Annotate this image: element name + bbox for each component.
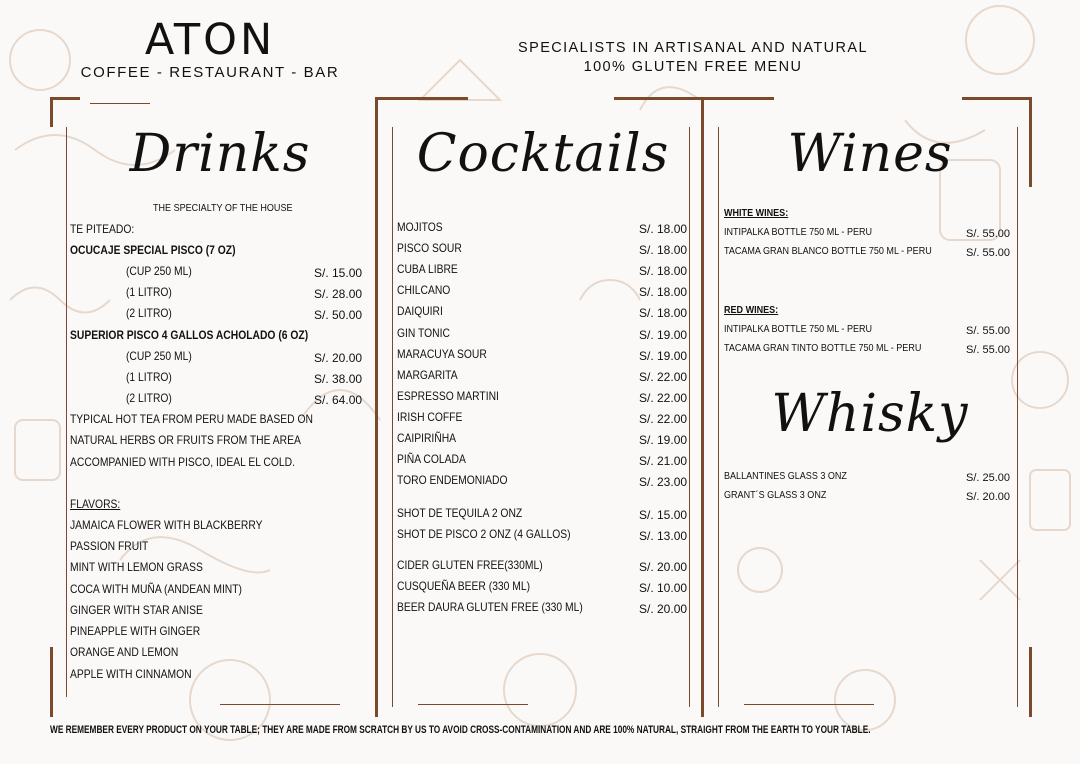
menu-row — [397, 577, 552, 595]
flavor-item: JAMAICA FLOWER WITH BLACKBERRY — [70, 518, 263, 532]
description-line: TYPICAL HOT TEA FROM PERU MADE BASED ON — [70, 412, 313, 426]
price: S/. 22.00 — [639, 369, 688, 384]
description-line: ACCOMPANIED WITH PISCO, IDEAL EL COLD. — [70, 455, 295, 469]
pisco-name: OCUCAJE SPECIAL PISCO (7 OZ) — [70, 243, 236, 257]
brand-tagline: COFFEE - RESTAURANT - BAR — [80, 64, 340, 81]
item-name: MARACUYA SOUR — [397, 346, 487, 361]
menu-row — [397, 525, 599, 543]
menu-row — [397, 387, 515, 405]
menu-row — [397, 450, 477, 468]
item-name: BEER DAURA GLUTEN FREE (330 ML) — [397, 600, 583, 615]
red-wines-label: RED WINES: — [724, 304, 779, 316]
menu-row — [397, 345, 501, 363]
whisky-item: BALLANTINES GLASS 3 ONZ — [724, 470, 847, 482]
flavor-item: PINEAPPLE WITH GINGER — [70, 624, 201, 638]
price: S/. 22.00 — [639, 390, 688, 405]
item-name: SHOT DE PISCO 2 ONZ (4 GALLOS) — [397, 527, 571, 542]
flavor-item: GINGER WITH STAR ANISE — [70, 603, 203, 617]
pisco-name: SUPERIOR PISCO 4 GALLOS ACHOLADO (6 OZ) — [70, 328, 309, 342]
item-name: TORO ENDEMONIADO — [397, 473, 508, 488]
price: S/. 20.00 — [314, 351, 363, 365]
specialty-label: THE SPECIALTY OF THE HOUSE — [153, 202, 293, 214]
flavor-item: PASSION FRUIT — [70, 539, 149, 553]
flavor-item: COCA WITH MUÑA (ANDEAN MINT) — [70, 582, 242, 596]
drinks-title: Drinks — [129, 124, 311, 184]
menu-row — [397, 408, 473, 426]
price: S/. 18.00 — [639, 243, 688, 258]
footer-note: WE REMEMBER EVERY PRODUCT ON YOUR TABLE; THEY ARE MADE FROM SCRATCH BY US TO AVOID CROSS-CONTAMINATION AND ARE 100% NATURAL, STRAIGHT FROM THE EARTH TO YOUR TABLE. — [50, 724, 871, 736]
wine-item: TACAMA GRAN TINTO BOTTLE 750 ML - PERU — [724, 342, 922, 354]
price: S/. 20.00 — [639, 602, 688, 617]
white-wines-label: WHITE WINES: — [724, 207, 789, 219]
flavor-item: APPLE WITH CINNAMON — [70, 667, 192, 681]
size-label: (1 LITRO) — [126, 370, 172, 384]
menu-row — [397, 218, 450, 236]
price: S/. 18.00 — [639, 264, 688, 279]
description-line: NATURAL HERBS OR FRUITS FROM THE AREA — [70, 433, 301, 447]
price: S/. 18.00 — [639, 222, 688, 236]
price: S/. 50.00 — [314, 308, 363, 322]
size-label: (2 LITRO) — [126, 391, 172, 405]
item-name: IRISH COFFE — [397, 409, 463, 424]
menu-row — [397, 471, 525, 489]
price: S/. 55.00 — [966, 344, 1011, 356]
wines-title: Wines — [787, 124, 953, 184]
price: S/. 15.00 — [639, 508, 688, 522]
brand-name: ATON — [144, 15, 276, 65]
wines-section — [724, 104, 1016, 704]
header-line-2: 100% GLUTEN FREE MENU — [583, 59, 803, 75]
price: S/. 25.00 — [966, 472, 1011, 484]
item-name: ESPRESSO MARTINI — [397, 388, 499, 403]
menu-row — [397, 281, 459, 299]
menu-row — [397, 556, 566, 574]
brand-logo — [62, 15, 358, 81]
price: S/. 55.00 — [966, 228, 1011, 240]
item-name: CAIPIRIÑHA — [397, 431, 457, 445]
price: S/. 19.00 — [639, 433, 688, 447]
whisky-title: Whisky — [771, 384, 969, 444]
item-name: CHILCANO — [397, 283, 451, 298]
flavor-item: MINT WITH LEMON GRASS — [70, 560, 203, 574]
item-name: PIÑA COLADA — [397, 452, 466, 467]
menu-row — [397, 324, 459, 342]
header-line-1: SPECIALISTS IN ARTISANAL AND NATURAL — [518, 40, 868, 56]
item-name: MOJITOS — [397, 220, 443, 234]
price: S/. 23.00 — [639, 475, 688, 490]
menu-row — [397, 504, 543, 522]
menu-row — [397, 302, 450, 320]
price: S/. 21.00 — [639, 454, 688, 469]
price: S/. 20.00 — [639, 560, 688, 574]
item-name: CIDER GLUTEN FREE(330ML) — [397, 558, 543, 572]
te-piteado-label: TE PITEADO: — [70, 222, 135, 236]
menu-row — [397, 366, 467, 384]
price: S/. 38.00 — [314, 372, 363, 386]
menu-row — [397, 260, 468, 278]
wine-item: INTIPALKA BOTTLE 750 ML - PERU — [724, 226, 873, 238]
price: S/. 22.00 — [639, 411, 688, 426]
menu-row — [397, 239, 472, 257]
item-name: MARGARITA — [397, 367, 458, 382]
menu-header — [455, 39, 931, 77]
price: S/. 55.00 — [966, 247, 1011, 259]
price: S/. 55.00 — [966, 325, 1011, 337]
price: S/. 13.00 — [639, 529, 688, 544]
price: S/. 20.00 — [966, 491, 1011, 503]
menu-row — [397, 598, 613, 616]
flavor-item: ORANGE AND LEMON — [70, 645, 179, 659]
item-name: SHOT DE TEQUILA 2 ONZ — [397, 506, 523, 520]
item-name: CUBA LIBRE — [397, 262, 458, 277]
cocktails-section — [397, 104, 689, 704]
price: S/. 18.00 — [639, 285, 688, 300]
price: S/. 10.00 — [639, 581, 688, 596]
menu-row — [397, 429, 466, 447]
item-name: GIN TONIC — [397, 325, 450, 340]
item-name: DAIQUIRI — [397, 304, 443, 319]
size-label: (2 LITRO) — [126, 306, 172, 320]
price: S/. 19.00 — [639, 327, 688, 342]
size-label: (CUP 250 ML) — [126, 264, 192, 278]
price: S/. 15.00 — [314, 266, 363, 280]
wine-item: INTIPALKA BOTTLE 750 ML - PERU — [724, 323, 873, 335]
item-name: PISCO SOUR — [397, 241, 462, 256]
size-label: (1 LITRO) — [126, 285, 172, 299]
price: S/. 64.00 — [314, 393, 363, 407]
cocktails-title: Cocktails — [416, 124, 670, 184]
whisky-item: GRANT´S GLASS 3 ONZ — [724, 489, 827, 501]
size-label: (CUP 250 ML) — [126, 349, 192, 363]
wine-item: TACAMA GRAN BLANCO BOTTLE 750 ML - PERU — [724, 245, 932, 257]
price: S/. 28.00 — [314, 287, 363, 301]
drinks-section — [70, 104, 370, 704]
item-name: CUSQUEÑA BEER (330 ML) — [397, 579, 531, 594]
price: S/. 19.00 — [639, 348, 688, 363]
flavors-label: FLAVORS: — [70, 497, 121, 511]
price: S/. 18.00 — [639, 306, 688, 321]
